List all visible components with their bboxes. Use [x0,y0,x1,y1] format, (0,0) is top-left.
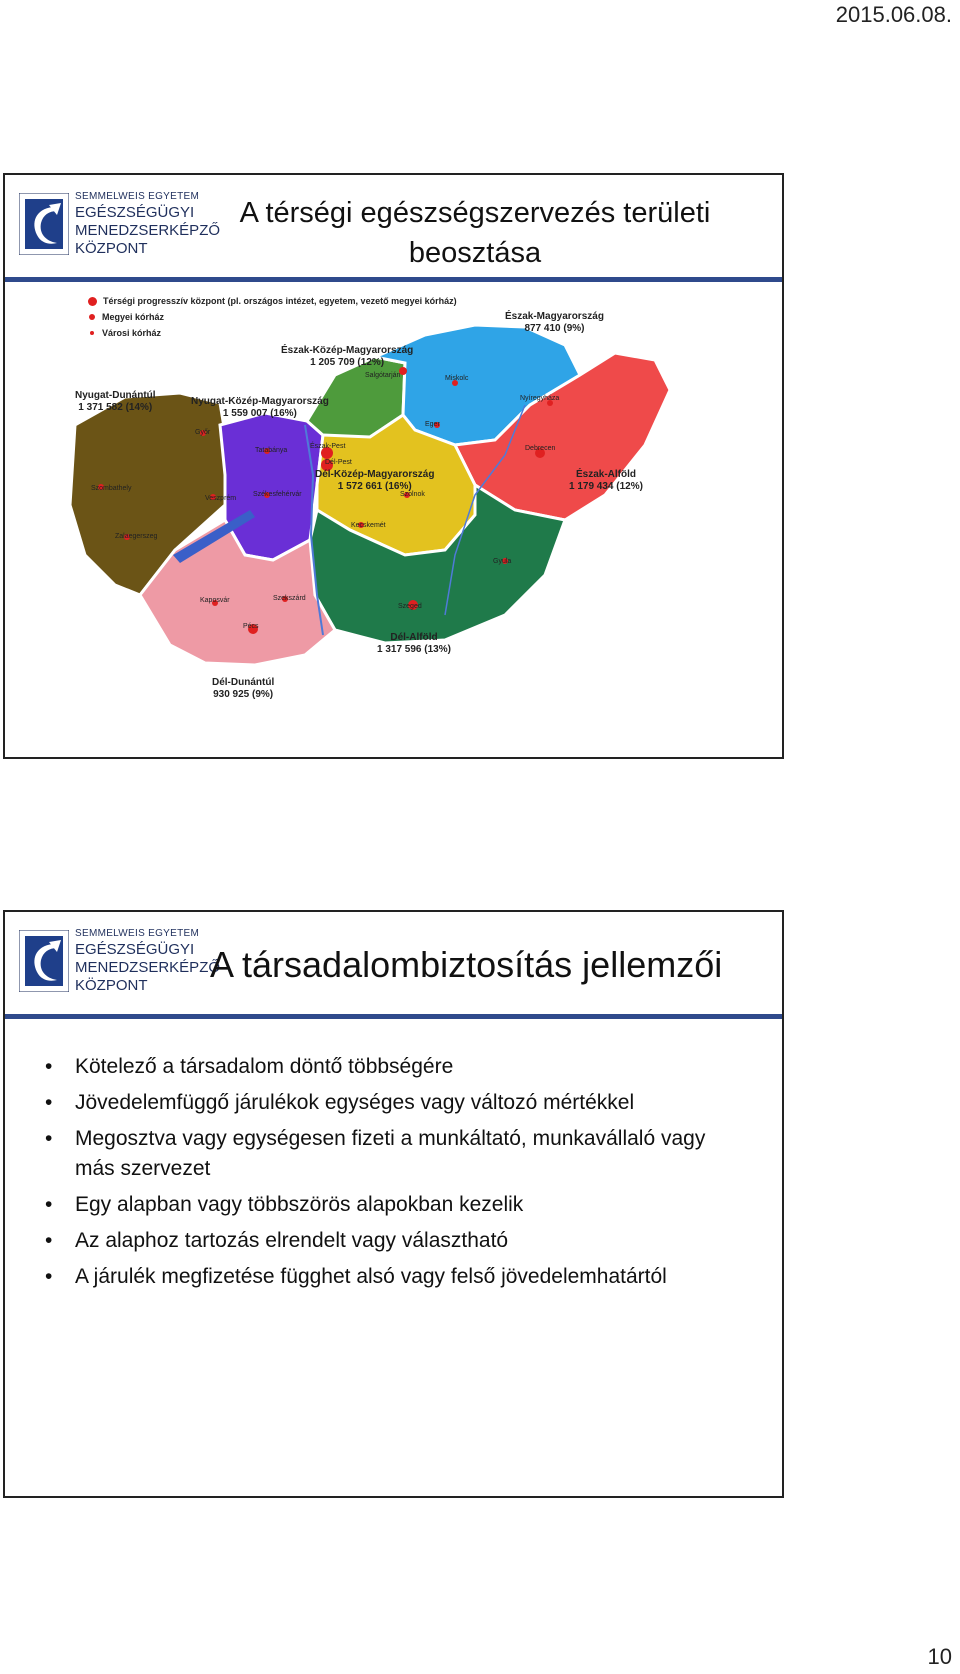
page-number: 10 [927,1644,952,1669]
region-label: Dél-Közép-Magyarország 1 572 661 (16%) [315,469,435,492]
region-label: Dél-Alföld 1 317 596 (13%) [377,632,451,655]
bullet-list [45,1052,745,1298]
slide-title: A társadalombiztosítás jellemzői [210,944,723,985]
bullet-item: • Az alaphoz tartozás elrendelt vagy választható [45,1226,745,1256]
university-logo [19,926,221,998]
city-label: Debrecen [525,445,556,452]
city-label: Pécs [243,623,259,630]
slide-title-line-2: beosztása [408,237,542,269]
city-label: Salgótarján [365,372,401,379]
logo-line-4: KÖZPONT [75,977,148,994]
logo-line-1: SEMMELWEIS EGYETEM [75,928,200,939]
date-stamp: 2015.06.08. [835,2,952,27]
region-label: Észak-Alföld 1 179 434 (12%) [569,469,643,492]
region-label: Észak-Közép-Magyarország 1 205 709 (12%) [281,345,414,368]
region-label: Nyugat-Közép-Magyarország 1 559 007 (16%) [191,396,329,419]
city-label: Miskolc [445,375,469,382]
city-label: Zalaegerszeg [115,533,158,540]
city-label: Észak-Pest [310,443,346,450]
logo-line-2: EGÉSZSÉGÜGYI [75,204,195,221]
city-label: Nyíregyháza [520,395,560,402]
city-label: Kecskemét [351,522,386,529]
legend-item: Megyei kórház [88,309,457,325]
city-label: Szekszárd [273,595,306,602]
legend-item: Városi kórház [88,325,457,341]
hungary-region-map [5,175,784,759]
region-label: Nyugat-Dunántúl 1 371 582 (14%) [75,390,156,413]
legend-item: Térségi progresszív központ (pl. országos intézet, egyetem, vezető megyei kórház) [88,293,457,309]
slide-title-line-1: A térségi egészségszervezés területi [239,197,711,229]
city-label: Győr [195,429,211,436]
city-label: Eger [425,421,440,428]
region-label: Észak-Magyarország 877 410 (9%) [505,311,604,334]
slide-header [5,912,782,1019]
city-label: Veszprém [205,495,237,502]
bullet-item: • Megosztva vagy egységesen fizeti a munkáltató, munkavállaló vagy más szervezet [45,1124,745,1184]
slide-social-insurance [3,910,784,1498]
city-label: Szolnok [400,491,425,498]
bullet-item: • A járulék megfizetése függhet alsó vagy felső jövedelemhatártól [45,1262,745,1292]
bullet-item: • Egy alapban vagy többszörös alapokban kezelik [45,1190,745,1220]
logo-line-1: SEMMELWEIS EGYETEM [75,191,200,202]
city-label: Szombathely [91,485,132,492]
city-label: Dél-Pest [325,459,352,466]
logo-line-3: MENEDZSERKÉPZŐ [75,959,221,976]
logo-line-4: KÖZPONT [75,240,148,257]
city-label: Gyula [493,558,512,565]
logo-emblem-icon [19,930,69,992]
city-label: Kaposvár [200,597,230,604]
city-label: Szeged [398,603,422,610]
logo-line-3: MENEDZSERKÉPZŐ [75,222,221,239]
bullet-item: • Jövedelemfüggő járulékok egységes vagy változó mértékkel [45,1088,745,1118]
logo-line-2: EGÉSZSÉGÜGYI [75,941,195,958]
city-label: Tatabánya [255,447,288,454]
city-label: Székesfehérvár [253,491,302,498]
bullet-item: • Kötelező a társadalom döntő többségére [45,1052,745,1082]
slide-regional-map [3,173,784,759]
region-label: Dél-Dunántúl 930 925 (9%) [212,677,275,700]
